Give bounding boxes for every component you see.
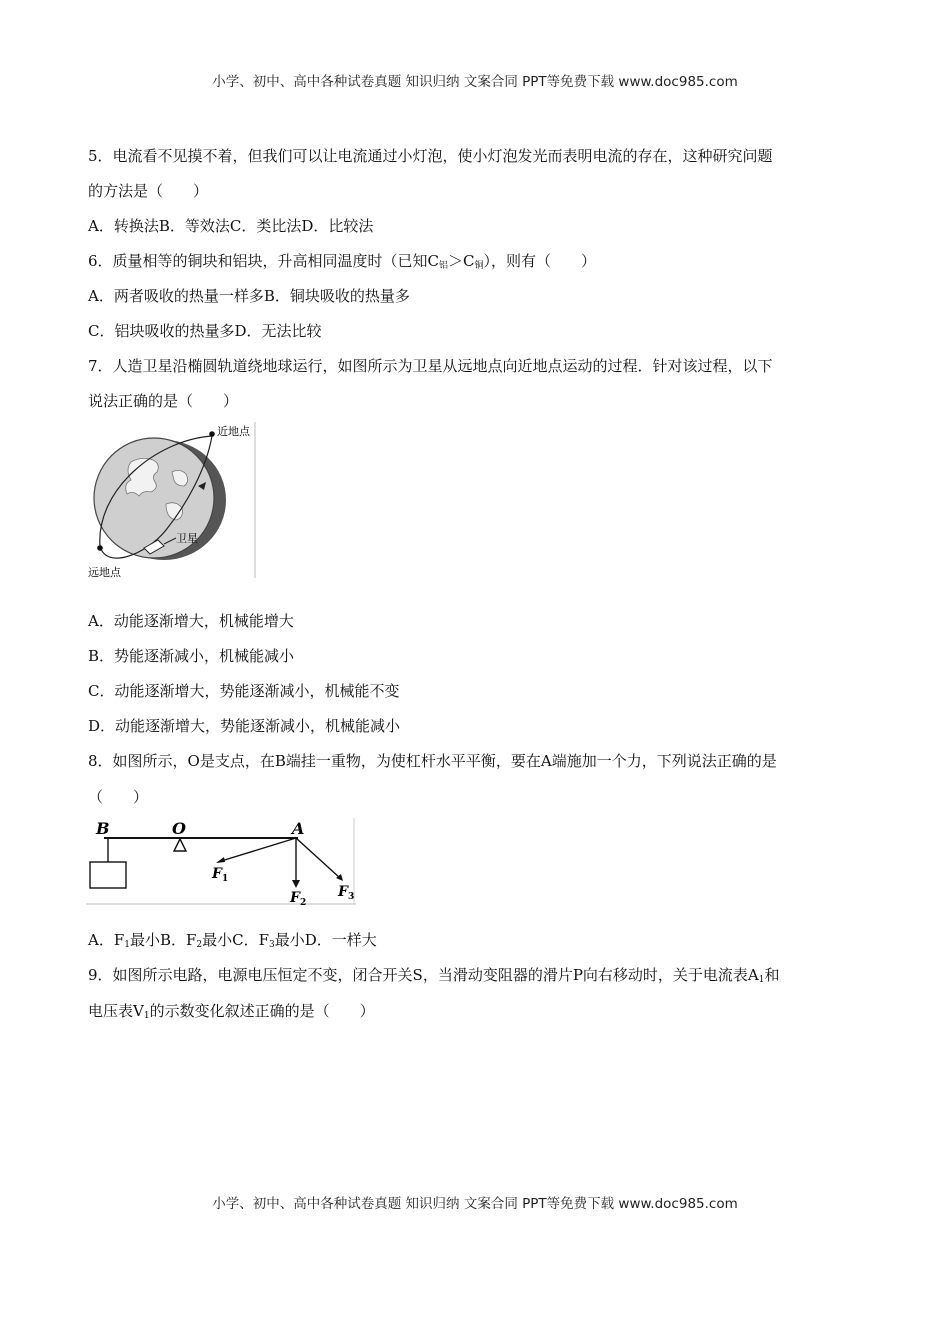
q7-option-c: C．动能逐渐增大，势能逐渐减小，机械能不变 — [88, 682, 400, 700]
q8-stem-line1: 8．如图所示，O是支点，在B端挂一重物，为使杠杆水平平衡，要在A端施加一个力，下列说法正确的是 — [88, 752, 777, 770]
q5-stem-line2: 的方法是（ ） — [88, 182, 209, 200]
fulcrum-icon — [174, 839, 186, 851]
q6-options-ab: A．两者吸收的热量一样多B．铜块吸收的热量多 — [88, 287, 410, 305]
q6-sub-cu: 铜 — [474, 261, 484, 271]
perigee-label: 近地点 — [217, 425, 250, 438]
q6-options-cd: C．铝块吸收的热量多D．无法比较 — [88, 322, 322, 340]
force-f2-arrow — [292, 880, 300, 888]
force-f1-arrow — [216, 857, 225, 863]
q5-stem-line1: 5．电流看不见摸不着，但我们可以让电流通过小灯泡，使小灯泡发光而表明电流的存在，这种研究问题 — [88, 147, 773, 165]
q8-stem-line2: （ ） — [88, 788, 149, 806]
q6-stem-b: ＞C — [448, 252, 475, 270]
q6-sub-al: 铝 — [439, 261, 449, 271]
q7-stem-line1: 7．人造卫星沿椭圆轨道绕地球运行，如图所示为卫星从远地点向近地点运动的过程．针对该过程，以下 — [88, 357, 773, 375]
q9-stem-line1: 9．如图所示电路，电源电压恒定不变，闭合开关S，当滑动变阻器的滑片P向右移动时，关于电流表$A_1$和 — [88, 966, 780, 985]
force-f3-label: $F_3$ — [338, 884, 355, 902]
q8-options: A．$F_1$最小B．$F_2$最小C．$F_3$最小D．一样大 — [88, 931, 377, 950]
q7-option-d: D．动能逐渐增大，势能逐渐减小，机械能减小 — [88, 717, 401, 735]
lever-figure — [86, 816, 358, 908]
q9-stem-line2: 电压表$V_1$的示数变化叙述正确的是（ ） — [88, 1002, 375, 1021]
q7-stem-line2: 说法正确的是（ ） — [88, 392, 239, 410]
satellite-label: 卫星 — [176, 532, 198, 545]
force-f1-line — [218, 838, 296, 862]
q6-stem-a: 6．质量相等的铜块和铝块，升高相同温度时（已知C — [88, 252, 440, 270]
q6-stem — [88, 251, 596, 276]
apogee-label: 远地点 — [88, 566, 121, 579]
lever-label-o: O — [172, 819, 186, 838]
q7-option-b: B．势能逐渐减小，机械能减小 — [88, 647, 295, 665]
lever-label-a: A — [292, 819, 305, 838]
perigee-point — [209, 431, 215, 437]
force-f2-label: $F_2$ — [290, 890, 307, 908]
page-footer: 小学、初中、高中各种试卷真题 知识归纳 文案合同 PPT等免费下载 www.doc985.com — [212, 1196, 738, 1212]
apogee-point — [97, 545, 103, 551]
force-f1-label: $F_1$ — [212, 866, 229, 884]
q5-options: A．转换法B．等效法C．类比法D．比较法 — [88, 217, 374, 235]
weight-box — [90, 862, 126, 888]
satellite-orbit-figure — [86, 420, 258, 582]
force-f3-line — [296, 838, 340, 878]
page-header: 小学、初中、高中各种试卷真题 知识归纳 文案合同 PPT等免费下载 www.doc985.com — [212, 74, 738, 90]
lever-label-b: B — [96, 819, 110, 838]
q7-option-a: A．动能逐渐增大，机械能增大 — [88, 612, 294, 630]
q6-stem-c: ），则有（ ） — [483, 252, 597, 270]
